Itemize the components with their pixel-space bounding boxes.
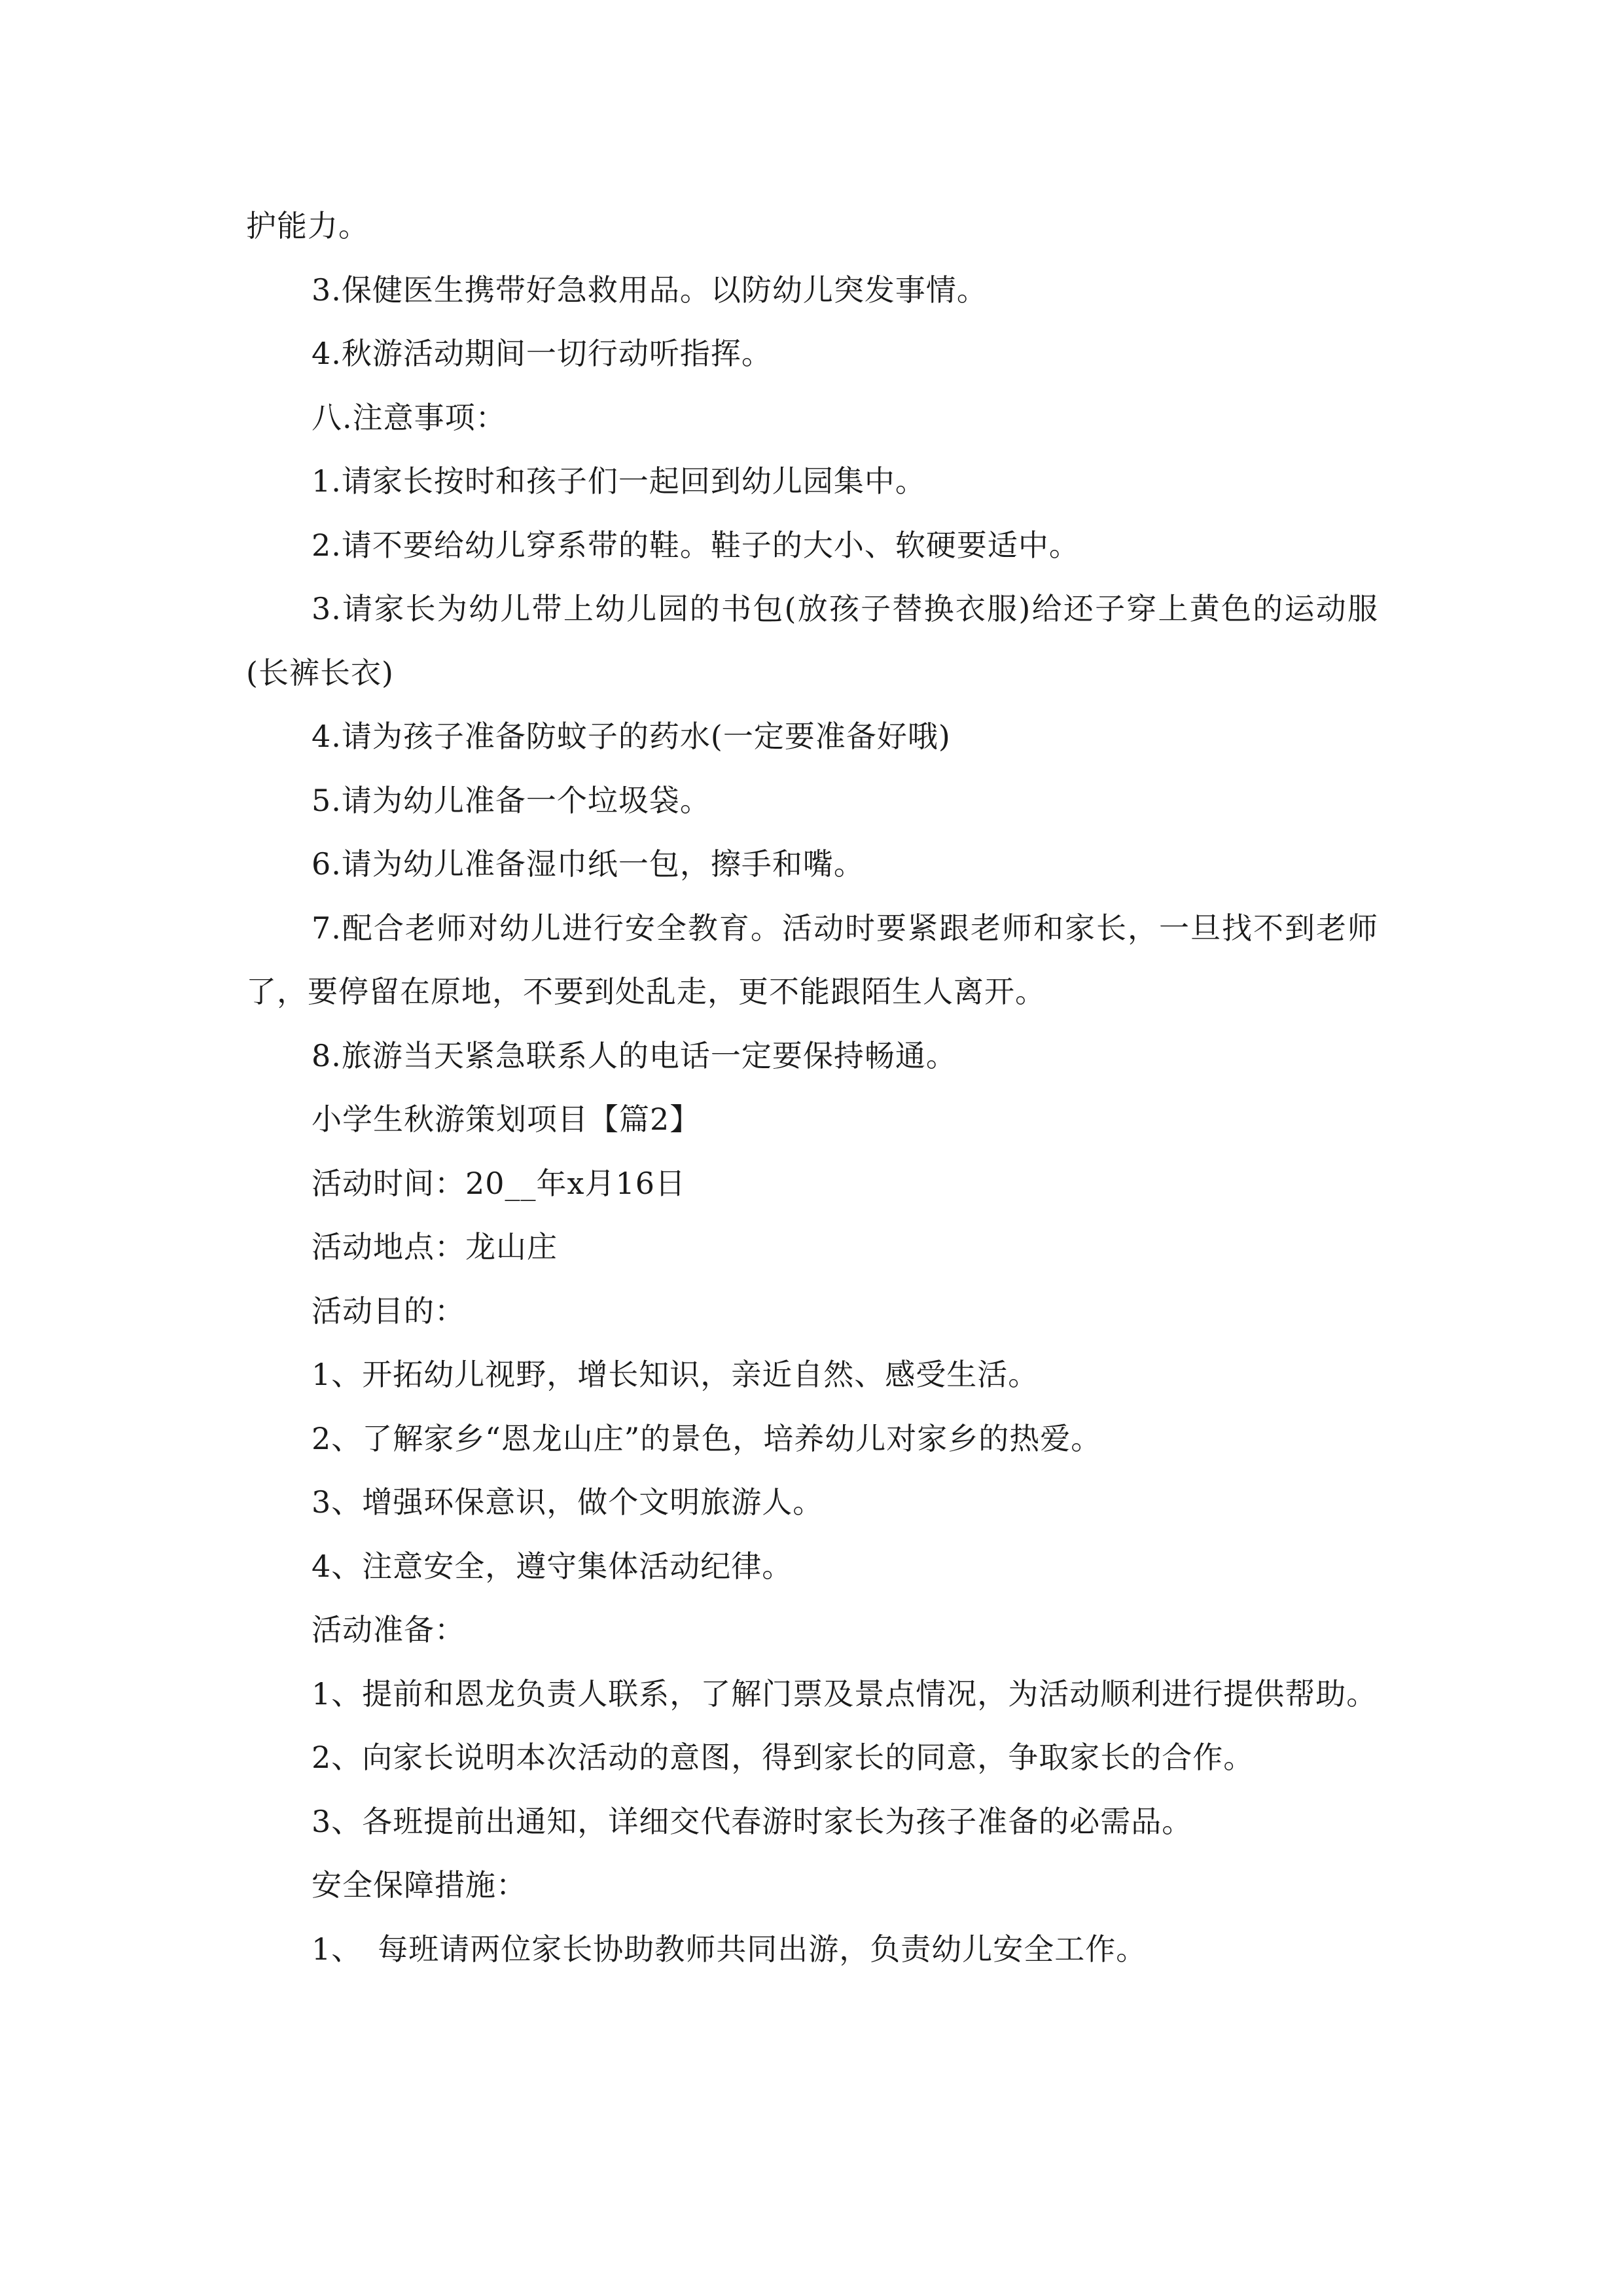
paragraph-note-4: 4.请为孩子准备防蚊子的药水(一定要准备好哦) xyxy=(312,719,951,754)
section-heading-goals: 活动目的： xyxy=(312,1293,465,1329)
paragraph-activity-location: 活动地点：龙山庄 xyxy=(312,1229,558,1265)
paragraph-note-5: 5.请为幼儿准备一个垃圾袋。 xyxy=(312,782,711,818)
document-body xyxy=(246,194,1378,1981)
section-heading-safety-measures: 安全保障措施： xyxy=(312,1867,527,1903)
paragraph-safety-ability-continued: 护能力。 xyxy=(246,208,369,243)
paragraph-preparation-3: 3、各班提前出通知，详细交代春游时家长为孩子准备的必需品。 xyxy=(312,1803,1193,1839)
paragraph-note-3: 3.请家长为幼儿带上幼儿园的书包(放孩子替换衣服)给还子穿上黄色的运动服(长裤长衣) xyxy=(246,591,1378,691)
paragraph-preparation-1: 1、提前和恩龙负责人联系，了解门票及景点情况，为活动顺利进行提供帮助。 xyxy=(312,1676,1378,1712)
paragraph-note-8: 8.旅游当天紧急联系人的电话一定要保持畅通。 xyxy=(312,1037,957,1073)
paragraph-note-6: 6.请为幼儿准备湿巾纸一包，擦手和嘴。 xyxy=(312,846,865,882)
paragraph-note-1: 1.请家长按时和孩子们一起回到幼儿园集中。 xyxy=(312,463,926,499)
paragraph-goal-1: 1、开拓幼儿视野，增长知识，亲近自然、感受生活。 xyxy=(312,1357,1039,1392)
section-heading-notes: 八.注意事项： xyxy=(312,399,507,435)
paragraph-goal-2: 2、了解家乡“恩龙山庄”的景色，培养幼儿对家乡的热爱。 xyxy=(312,1420,1102,1456)
paragraph-preparation-2: 2、向家长说明本次活动的意图，得到家长的同意，争取家长的合作。 xyxy=(312,1740,1255,1775)
paragraph-follow-instructions: 4.秋游活动期间一切行动听指挥。 xyxy=(312,336,772,371)
paragraph-note-7: 7.配合老师对幼儿进行安全教育。活动时要紧跟老师和家长，一旦找不到老师了，要停留在原地，不要到处乱走，更不能跟陌生人离开。 xyxy=(246,910,1378,1009)
paragraph-doctor-first-aid: 3.保健医生携带好急救用品。以防幼儿突发事情。 xyxy=(312,272,988,308)
paragraph-safety-measure-1: 1、 每班请两位家长协助教师共同出游，负责幼儿安全工作。 xyxy=(312,1931,1147,1967)
paragraph-goal-3: 3、增强环保意识，做个文明旅游人。 xyxy=(312,1484,824,1520)
paragraph-activity-time: 活动时间：20__年x月16日 xyxy=(312,1165,687,1201)
section-heading-preparation: 活动准备： xyxy=(312,1612,465,1647)
paragraph-note-2: 2.请不要给幼儿穿系带的鞋。鞋子的大小、软硬要适中。 xyxy=(312,527,1080,563)
section-title-part-2: 小学生秋游策划项目【篇2】 xyxy=(312,1102,701,1137)
paragraph-goal-4: 4、注意安全，遵守集体活动纪律。 xyxy=(312,1548,793,1584)
